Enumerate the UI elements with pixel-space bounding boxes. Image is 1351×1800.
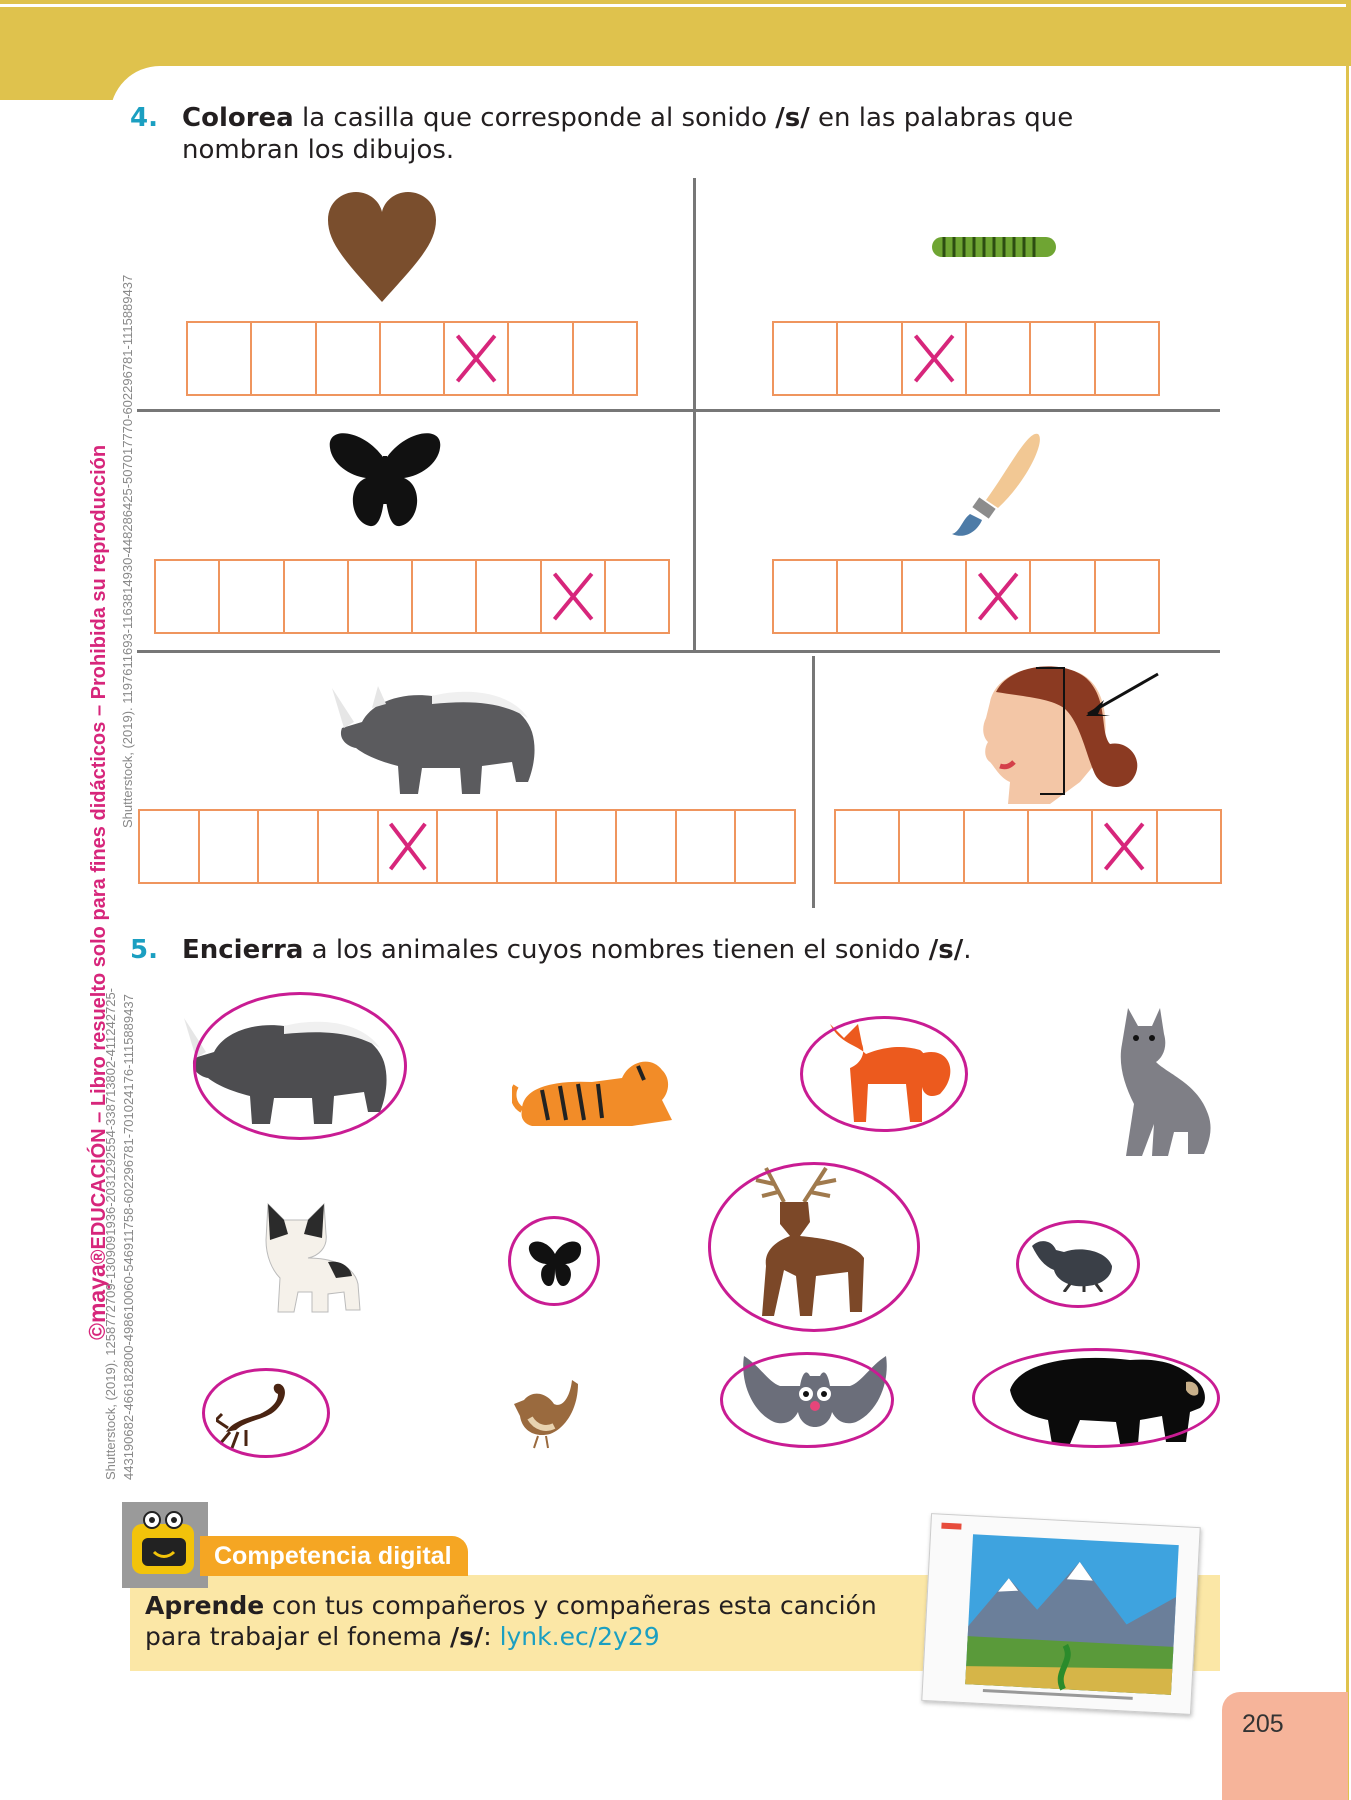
digital-colon: :: [483, 1622, 500, 1651]
letter-box[interactable]: [156, 561, 220, 632]
letter-boxes-rhinoceros: [138, 809, 796, 884]
page-number-tab: [1222, 1692, 1348, 1800]
letter-box[interactable]: [1031, 561, 1095, 632]
rhinoceros-icon: [332, 682, 542, 802]
letter-box[interactable]: [774, 323, 838, 394]
wolf-icon[interactable]: [1108, 1004, 1222, 1160]
letter-box-marked[interactable]: [967, 561, 1031, 632]
exercise-5-text1: a los animales cuyos nombres tienen el sonido: [303, 935, 929, 965]
letter-box-marked[interactable]: [445, 323, 509, 394]
wren-icon[interactable]: [510, 1378, 582, 1450]
letter-box[interactable]: [188, 323, 252, 394]
exercise-4-text: [182, 102, 1073, 166]
exercise-4-verb: Colorea: [182, 103, 294, 133]
copyright-text: ®EDUCACIÓN – Libro resuelto solo para fines didácticos – Prohibida su reproducción: [88, 444, 110, 1265]
digital-text2: para trabajar el fonema: [145, 1622, 451, 1651]
letter-box[interactable]: [736, 811, 794, 882]
x-mark-icon: [379, 811, 437, 882]
letter-box[interactable]: [140, 811, 200, 882]
grid-divider-horizontal-2: [137, 650, 1220, 653]
letter-box[interactable]: [1158, 811, 1220, 882]
exercise-5-phoneme: /s/: [928, 935, 964, 965]
letter-box[interactable]: [220, 561, 284, 632]
song-link[interactable]: lynk.ec/2y29: [499, 1622, 660, 1651]
right-border: [1346, 0, 1349, 1800]
exercise-4-text3: nombran los dibujos.: [182, 135, 455, 165]
grid-divider-horizontal-1: [137, 409, 1220, 412]
letter-box[interactable]: [498, 811, 558, 882]
letter-box[interactable]: [252, 323, 316, 394]
caterpillar-icon: [930, 232, 1060, 262]
letter-box[interactable]: [965, 811, 1029, 882]
bulldog-icon[interactable]: [258, 1200, 364, 1316]
letter-box[interactable]: [1031, 323, 1095, 394]
letter-box[interactable]: [317, 323, 381, 394]
x-mark-icon: [542, 561, 604, 632]
grid-divider-vertical-bottom: [812, 656, 815, 908]
grid-divider-vertical-top: [693, 178, 696, 650]
exercise-4-instruction: [130, 102, 1180, 168]
landscape-video-image: [922, 1514, 1199, 1714]
letter-box[interactable]: [349, 561, 413, 632]
letter-boxes-heart: [186, 321, 638, 396]
tiger-icon[interactable]: [512, 1050, 680, 1134]
selection-circle: [202, 1368, 330, 1458]
digital-competence-text: [145, 1590, 877, 1652]
letter-box[interactable]: [774, 561, 838, 632]
letter-boxes-caterpillar: [772, 321, 1160, 396]
letter-box[interactable]: [438, 811, 498, 882]
exercise-5-text: [182, 934, 971, 966]
letter-box[interactable]: [967, 323, 1031, 394]
hair-bun-icon: [960, 662, 1160, 812]
selection-circle: [193, 992, 407, 1140]
letter-box[interactable]: [838, 323, 902, 394]
x-mark-icon: [445, 323, 507, 394]
letter-box[interactable]: [836, 811, 900, 882]
letter-box[interactable]: [509, 323, 573, 394]
paintbrush-icon: [948, 430, 1048, 540]
letter-box-marked[interactable]: [1093, 811, 1157, 882]
top-banner-rule: [0, 4, 1347, 7]
letter-box-marked[interactable]: [379, 811, 439, 882]
exercise-5-text2: .: [963, 935, 972, 965]
heart-icon: [328, 192, 436, 304]
side-credit-line2: 443190682-466182800-498610060-546911758-602296781-701024176-1115889437: [121, 994, 136, 1480]
selection-circle: [800, 1016, 968, 1132]
letter-box[interactable]: [1096, 323, 1158, 394]
letter-box[interactable]: [1029, 811, 1093, 882]
x-mark-icon: [967, 561, 1029, 632]
letter-box[interactable]: [557, 811, 617, 882]
letter-boxes-paintbrush: [772, 559, 1160, 634]
brand-logo: ©maya: [84, 1264, 110, 1340]
exercise-4-text2: en las palabras que: [809, 103, 1074, 133]
selection-circle: [972, 1348, 1220, 1448]
letter-box[interactable]: [617, 811, 677, 882]
exercise-5-number: 5.: [130, 935, 158, 965]
side-credit-line1: Shutterstock, (2019). 1258772709-1309091936-2031292554-338713802-411242725-: [103, 987, 118, 1480]
letter-box[interactable]: [606, 561, 668, 632]
digital-verb: Aprende: [145, 1591, 265, 1620]
letter-box[interactable]: [900, 811, 964, 882]
letter-boxes-butterfly: [154, 559, 670, 634]
digital-competence-tab: Competencia digital: [200, 1536, 468, 1576]
letter-box[interactable]: [838, 561, 902, 632]
letter-box[interactable]: [477, 561, 541, 632]
selection-circle: [508, 1216, 600, 1306]
letter-box[interactable]: [1096, 561, 1158, 632]
letter-box[interactable]: [200, 811, 260, 882]
selection-circle: [720, 1352, 894, 1448]
side-credit-top: Shutterstock, (2019). 1197611693-1163814930-448286425-507017770-602296781-1115889437: [120, 274, 135, 828]
letter-box[interactable]: [381, 323, 445, 394]
video-thumbnail[interactable]: [921, 1513, 1200, 1715]
digital-phoneme: /s/: [450, 1622, 484, 1651]
robot-mascot-icon: [122, 1502, 208, 1588]
exercise-4-phoneme: /s/: [775, 103, 810, 133]
letter-box-marked[interactable]: [903, 323, 967, 394]
page-number: 205: [1242, 1710, 1284, 1738]
exercise-5-instruction: [130, 934, 1180, 968]
letter-box[interactable]: [259, 811, 319, 882]
letter-box[interactable]: [903, 561, 967, 632]
letter-box[interactable]: [413, 561, 477, 632]
letter-box[interactable]: [285, 561, 349, 632]
letter-boxes-hair-bun: [834, 809, 1222, 884]
selection-circle: [708, 1162, 920, 1332]
x-mark-icon: [1093, 811, 1155, 882]
exercise-4-number: 4.: [130, 103, 158, 133]
exercise-4-text1: la casilla que corresponde al sonido: [293, 103, 776, 133]
letter-box[interactable]: [319, 811, 379, 882]
digital-text1: con tus compañeros y compañeras esta canción: [264, 1591, 877, 1620]
letter-box[interactable]: [677, 811, 737, 882]
x-mark-icon: [903, 323, 965, 394]
letter-box[interactable]: [574, 323, 636, 394]
exercise-5-verb: Encierra: [182, 935, 304, 965]
selection-circle: [1016, 1220, 1140, 1308]
letter-box-marked[interactable]: [542, 561, 606, 632]
butterfly-icon: [326, 430, 444, 530]
